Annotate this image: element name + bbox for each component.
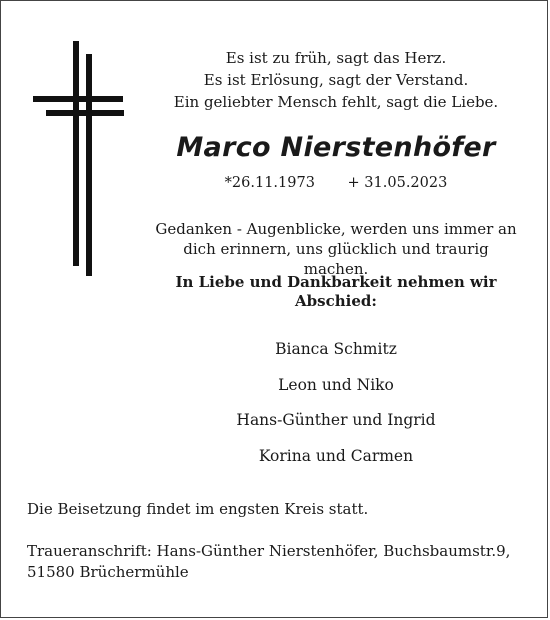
verse-line: Es ist zu früh, sagt das Herz.	[225, 49, 447, 67]
address-line: Traueranschrift: Hans-Günther Nierstenhöfer, Buchsbaumstr.9,	[27, 542, 511, 560]
farewell-line: Abschied:	[295, 292, 377, 310]
deceased-name: Marco Nierstenhöfer	[176, 132, 496, 163]
mourner-name: Korina und Carmen	[258, 446, 414, 465]
death-date: + 31.05.2023	[347, 175, 448, 191]
thoughts-line: dich erinnern, uns glücklich und traurig machen.	[183, 240, 489, 278]
thoughts-text	[151, 219, 521, 279]
verse-line: Es ist Erlösung, sagt der Verstand.	[203, 71, 469, 89]
mourner-name: Bianca Schmitz	[275, 340, 397, 358]
thoughts-line: Gedanken - Augenblicke, werden uns immer an	[155, 220, 517, 238]
farewell-line: In Liebe und Dankbarkeit nehmen wir	[175, 273, 497, 291]
mourning-address	[27, 541, 527, 583]
cross-vertical-bar-shadow	[86, 54, 92, 276]
address-line: 51580 Brüchermühle	[27, 563, 189, 581]
farewell-heading	[151, 273, 521, 311]
cross-vertical-bar	[73, 41, 79, 266]
birth-date: *26.11.1973	[224, 175, 315, 191]
verse-line: Ein geliebter Mensch fehlt, sagt die Liebe.	[173, 93, 499, 111]
mourners-list	[151, 339, 521, 481]
mourner-name: Hans-Günther und Ingrid	[236, 411, 436, 429]
burial-note: Die Beisetzung findet im engsten Kreis statt.	[27, 500, 369, 518]
double-cross-icon	[33, 41, 123, 281]
verse	[151, 47, 521, 113]
cross-horizontal-bar	[33, 96, 123, 102]
cross-horizontal-bar-shadow	[46, 110, 124, 116]
mourner-name: Leon und Niko	[278, 375, 394, 394]
life-dates	[151, 175, 521, 191]
